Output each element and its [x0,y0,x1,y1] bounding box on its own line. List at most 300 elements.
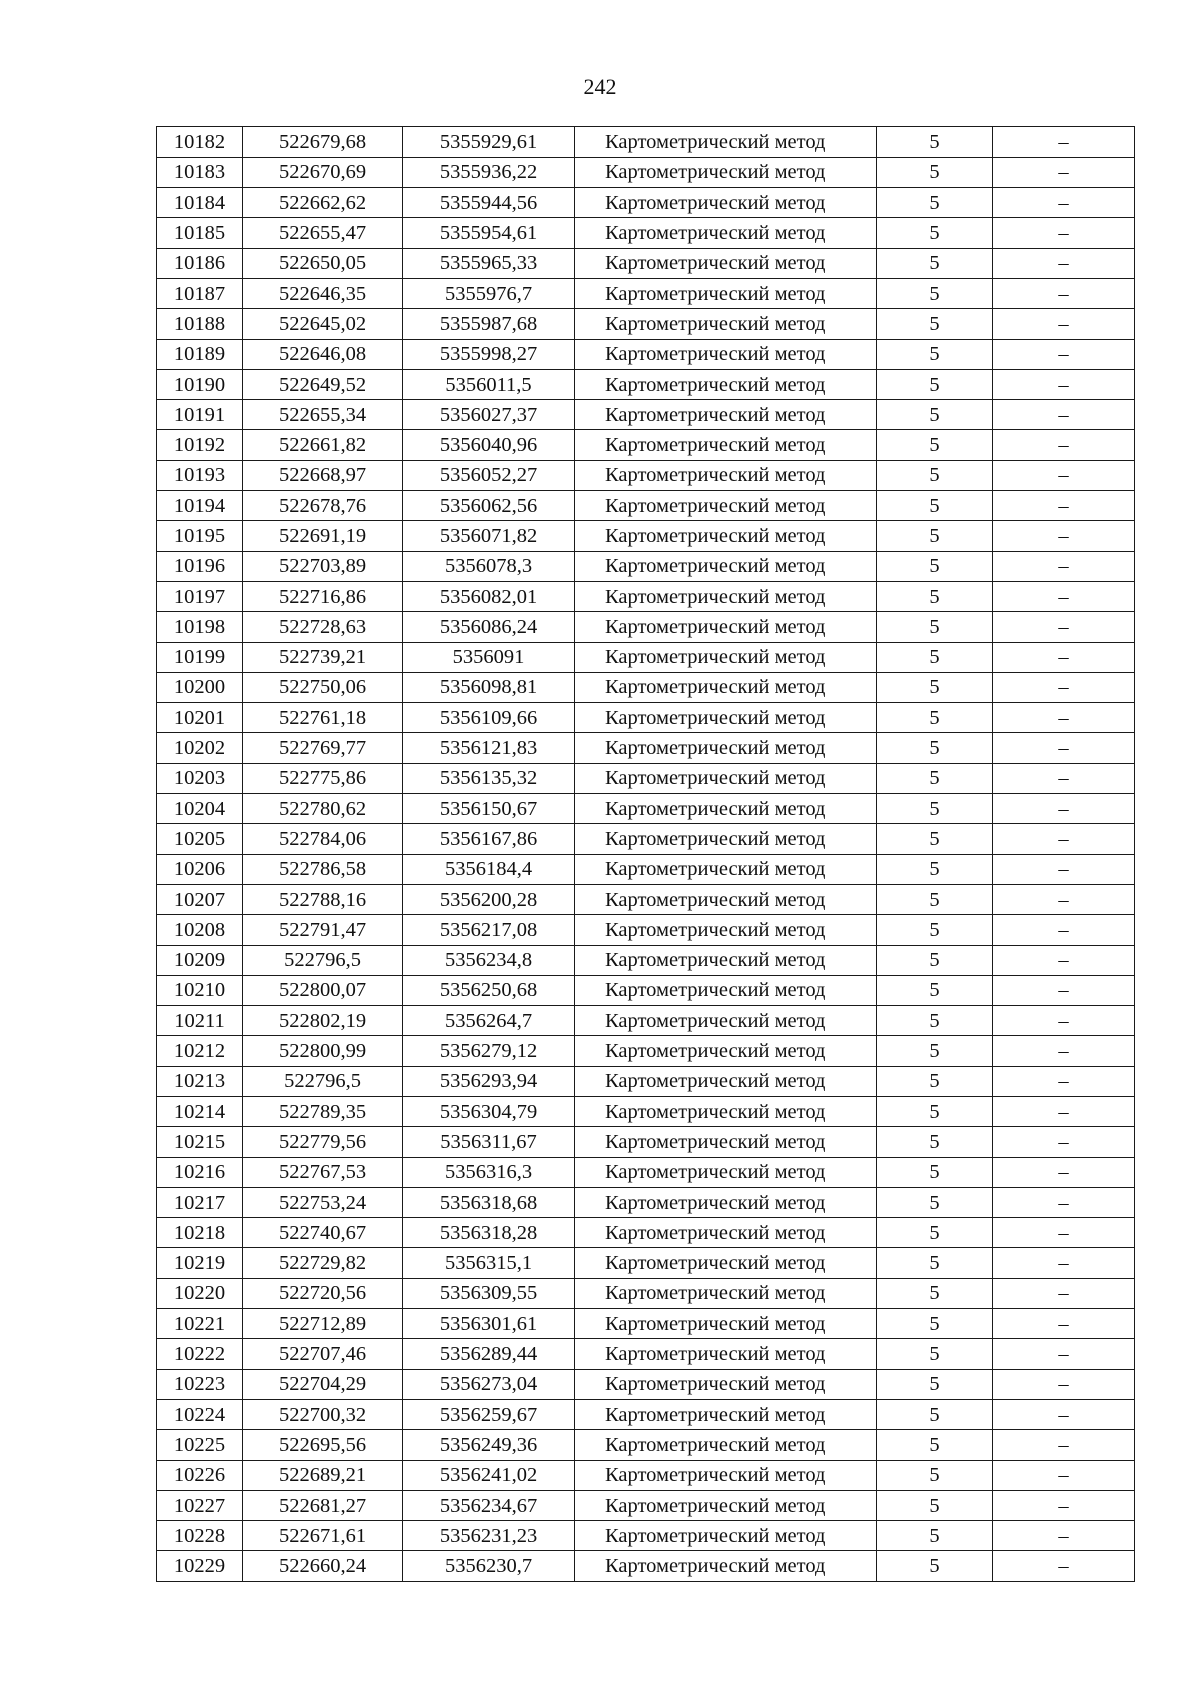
method-cell: Картометрический метод [575,551,877,581]
table-row [157,1097,1135,1127]
description-cell: – [993,1127,1135,1157]
description-cell: – [993,884,1135,914]
method-cell: Картометрический метод [575,1521,877,1551]
accuracy-cell: 5 [877,1521,993,1551]
method-cell: Картометрический метод [575,672,877,702]
accuracy-cell: 5 [877,915,993,945]
table-row [157,824,1135,854]
x-coordinate-cell: 522761,18 [243,703,403,733]
description-cell: – [993,369,1135,399]
table-row [157,1278,1135,1308]
x-coordinate-cell: 522716,86 [243,581,403,611]
table-row [157,1309,1135,1339]
y-coordinate-cell: 5356315,1 [403,1248,575,1278]
table-row [157,521,1135,551]
method-cell: Картометрический метод [575,1066,877,1096]
point-number-cell: 10221 [157,1309,243,1339]
table-row [157,642,1135,672]
description-cell: – [993,1036,1135,1066]
y-coordinate-cell: 5356184,4 [403,854,575,884]
table-row [157,157,1135,187]
point-number-cell: 10205 [157,824,243,854]
method-cell: Картометрический метод [575,1490,877,1520]
description-cell: – [993,1218,1135,1248]
x-coordinate-cell: 522668,97 [243,460,403,490]
point-number-cell: 10190 [157,369,243,399]
description-cell: – [993,733,1135,763]
point-number-cell: 10216 [157,1157,243,1187]
description-cell: – [993,248,1135,278]
accuracy-cell: 5 [877,824,993,854]
y-coordinate-cell: 5356230,7 [403,1551,575,1581]
y-coordinate-cell: 5356234,67 [403,1490,575,1520]
x-coordinate-cell: 522767,53 [243,1157,403,1187]
coordinates-table [156,126,1135,1582]
x-coordinate-cell: 522650,05 [243,248,403,278]
point-number-cell: 10183 [157,157,243,187]
x-coordinate-cell: 522786,58 [243,854,403,884]
accuracy-cell: 5 [877,460,993,490]
method-cell: Картометрический метод [575,915,877,945]
table-row [157,945,1135,975]
table-row [157,1157,1135,1187]
accuracy-cell: 5 [877,763,993,793]
y-coordinate-cell: 5355954,61 [403,218,575,248]
y-coordinate-cell: 5356121,83 [403,733,575,763]
method-cell: Картометрический метод [575,1460,877,1490]
table-row [157,1369,1135,1399]
table-row [157,278,1135,308]
description-cell: – [993,218,1135,248]
point-number-cell: 10182 [157,127,243,158]
description-cell: – [993,1097,1135,1127]
table-row [157,1399,1135,1429]
y-coordinate-cell: 5356071,82 [403,521,575,551]
accuracy-cell: 5 [877,400,993,430]
point-number-cell: 10195 [157,521,243,551]
point-number-cell: 10228 [157,1521,243,1551]
accuracy-cell: 5 [877,188,993,218]
x-coordinate-cell: 522689,21 [243,1460,403,1490]
x-coordinate-cell: 522753,24 [243,1187,403,1217]
accuracy-cell: 5 [877,1339,993,1369]
method-cell: Картометрический метод [575,1187,877,1217]
point-number-cell: 10225 [157,1430,243,1460]
x-coordinate-cell: 522802,19 [243,1006,403,1036]
table-row [157,430,1135,460]
y-coordinate-cell: 5356249,36 [403,1430,575,1460]
point-number-cell: 10208 [157,915,243,945]
table-row [157,581,1135,611]
point-number-cell: 10212 [157,1036,243,1066]
accuracy-cell: 5 [877,157,993,187]
point-number-cell: 10229 [157,1551,243,1581]
x-coordinate-cell: 522728,63 [243,612,403,642]
point-number-cell: 10222 [157,1339,243,1369]
point-number-cell: 10200 [157,672,243,702]
accuracy-cell: 5 [877,1399,993,1429]
method-cell: Картометрический метод [575,763,877,793]
y-coordinate-cell: 5356011,5 [403,369,575,399]
y-coordinate-cell: 5356279,12 [403,1036,575,1066]
y-coordinate-cell: 5356318,68 [403,1187,575,1217]
y-coordinate-cell: 5356135,32 [403,763,575,793]
y-coordinate-cell: 5355929,61 [403,127,575,158]
method-cell: Картометрический метод [575,1218,877,1248]
table-row [157,1127,1135,1157]
description-cell: – [993,824,1135,854]
y-coordinate-cell: 5356052,27 [403,460,575,490]
x-coordinate-cell: 522720,56 [243,1278,403,1308]
accuracy-cell: 5 [877,1490,993,1520]
table-row [157,1187,1135,1217]
method-cell: Картометрический метод [575,157,877,187]
point-number-cell: 10192 [157,430,243,460]
point-number-cell: 10215 [157,1127,243,1157]
x-coordinate-cell: 522784,06 [243,824,403,854]
accuracy-cell: 5 [877,521,993,551]
description-cell: – [993,794,1135,824]
description-cell: – [993,1430,1135,1460]
method-cell: Картометрический метод [575,884,877,914]
accuracy-cell: 5 [877,703,993,733]
method-cell: Картометрический метод [575,369,877,399]
description-cell: – [993,581,1135,611]
y-coordinate-cell: 5356109,66 [403,703,575,733]
y-coordinate-cell: 5355976,7 [403,278,575,308]
method-cell: Картометрический метод [575,400,877,430]
accuracy-cell: 5 [877,491,993,521]
y-coordinate-cell: 5356273,04 [403,1369,575,1399]
table-row [157,884,1135,914]
x-coordinate-cell: 522649,52 [243,369,403,399]
y-coordinate-cell: 5356078,3 [403,551,575,581]
accuracy-cell: 5 [877,733,993,763]
x-coordinate-cell: 522796,5 [243,1066,403,1096]
x-coordinate-cell: 522700,32 [243,1399,403,1429]
accuracy-cell: 5 [877,218,993,248]
description-cell: – [993,672,1135,702]
table-row [157,1036,1135,1066]
table-row [157,794,1135,824]
point-number-cell: 10213 [157,1066,243,1096]
method-cell: Картометрический метод [575,278,877,308]
x-coordinate-cell: 522691,19 [243,521,403,551]
method-cell: Картометрический метод [575,733,877,763]
method-cell: Картометрический метод [575,1036,877,1066]
accuracy-cell: 5 [877,884,993,914]
table-row [157,339,1135,369]
x-coordinate-cell: 522695,56 [243,1430,403,1460]
description-cell: – [993,278,1135,308]
method-cell: Картометрический метод [575,1309,877,1339]
point-number-cell: 10224 [157,1399,243,1429]
y-coordinate-cell: 5355936,22 [403,157,575,187]
description-cell: – [993,642,1135,672]
method-cell: Картометрический метод [575,794,877,824]
point-number-cell: 10188 [157,309,243,339]
y-coordinate-cell: 5356217,08 [403,915,575,945]
accuracy-cell: 5 [877,248,993,278]
x-coordinate-cell: 522661,82 [243,430,403,460]
method-cell: Картометрический метод [575,1369,877,1399]
method-cell: Картометрический метод [575,854,877,884]
point-number-cell: 10219 [157,1248,243,1278]
y-coordinate-cell: 5356167,86 [403,824,575,854]
table-row [157,1551,1135,1581]
description-cell: – [993,521,1135,551]
table-row [157,1521,1135,1551]
table-row [157,218,1135,248]
y-coordinate-cell: 5356027,37 [403,400,575,430]
accuracy-cell: 5 [877,1430,993,1460]
point-number-cell: 10202 [157,733,243,763]
accuracy-cell: 5 [877,1248,993,1278]
table-row [157,1066,1135,1096]
y-coordinate-cell: 5356231,23 [403,1521,575,1551]
description-cell: – [993,1460,1135,1490]
accuracy-cell: 5 [877,1066,993,1096]
x-coordinate-cell: 522704,29 [243,1369,403,1399]
y-coordinate-cell: 5356289,44 [403,1339,575,1369]
y-coordinate-cell: 5356200,28 [403,884,575,914]
table-row [157,1460,1135,1490]
accuracy-cell: 5 [877,581,993,611]
table-row [157,612,1135,642]
table-row [157,369,1135,399]
table-row [157,915,1135,945]
method-cell: Картометрический метод [575,824,877,854]
method-cell: Картометрический метод [575,1097,877,1127]
point-number-cell: 10193 [157,460,243,490]
accuracy-cell: 5 [877,1097,993,1127]
accuracy-cell: 5 [877,794,993,824]
method-cell: Картометрический метод [575,975,877,1005]
method-cell: Картометрический метод [575,1248,877,1278]
point-number-cell: 10204 [157,794,243,824]
y-coordinate-cell: 5355944,56 [403,188,575,218]
table-row [157,854,1135,884]
description-cell: – [993,1278,1135,1308]
method-cell: Картометрический метод [575,339,877,369]
x-coordinate-cell: 522681,27 [243,1490,403,1520]
description-cell: – [993,1490,1135,1520]
accuracy-cell: 5 [877,1127,993,1157]
table-row [157,672,1135,702]
point-number-cell: 10203 [157,763,243,793]
point-number-cell: 10227 [157,1490,243,1520]
x-coordinate-cell: 522646,35 [243,278,403,308]
description-cell: – [993,763,1135,793]
method-cell: Картометрический метод [575,1006,877,1036]
y-coordinate-cell: 5356082,01 [403,581,575,611]
x-coordinate-cell: 522780,62 [243,794,403,824]
description-cell: – [993,1551,1135,1581]
y-coordinate-cell: 5356316,3 [403,1157,575,1187]
description-cell: – [993,1066,1135,1096]
description-cell: – [993,975,1135,1005]
point-number-cell: 10214 [157,1097,243,1127]
accuracy-cell: 5 [877,854,993,884]
method-cell: Картометрический метод [575,581,877,611]
y-coordinate-cell: 5356293,94 [403,1066,575,1096]
table-row [157,1006,1135,1036]
point-number-cell: 10185 [157,218,243,248]
table-row [157,309,1135,339]
point-number-cell: 10186 [157,248,243,278]
table-row [157,400,1135,430]
description-cell: – [993,854,1135,884]
accuracy-cell: 5 [877,369,993,399]
point-number-cell: 10223 [157,1369,243,1399]
x-coordinate-cell: 522800,99 [243,1036,403,1066]
point-number-cell: 10187 [157,278,243,308]
x-coordinate-cell: 522678,76 [243,491,403,521]
accuracy-cell: 5 [877,1309,993,1339]
accuracy-cell: 5 [877,1278,993,1308]
method-cell: Картометрический метод [575,309,877,339]
accuracy-cell: 5 [877,975,993,1005]
description-cell: – [993,1369,1135,1399]
method-cell: Картометрический метод [575,248,877,278]
table-row [157,763,1135,793]
point-number-cell: 10218 [157,1218,243,1248]
x-coordinate-cell: 522655,34 [243,400,403,430]
table-row [157,127,1135,158]
point-number-cell: 10199 [157,642,243,672]
accuracy-cell: 5 [877,1369,993,1399]
x-coordinate-cell: 522712,89 [243,1309,403,1339]
y-coordinate-cell: 5356241,02 [403,1460,575,1490]
point-number-cell: 10189 [157,339,243,369]
method-cell: Картометрический метод [575,945,877,975]
x-coordinate-cell: 522740,67 [243,1218,403,1248]
y-coordinate-cell: 5356264,7 [403,1006,575,1036]
method-cell: Картометрический метод [575,1278,877,1308]
accuracy-cell: 5 [877,1187,993,1217]
table-row [157,248,1135,278]
y-coordinate-cell: 5355965,33 [403,248,575,278]
y-coordinate-cell: 5355987,68 [403,309,575,339]
table-row [157,1490,1135,1520]
table-row [157,703,1135,733]
x-coordinate-cell: 522660,24 [243,1551,403,1581]
accuracy-cell: 5 [877,612,993,642]
x-coordinate-cell: 522769,77 [243,733,403,763]
description-cell: – [993,703,1135,733]
y-coordinate-cell: 5356091 [403,642,575,672]
description-cell: – [993,157,1135,187]
table-row [157,1339,1135,1369]
x-coordinate-cell: 522729,82 [243,1248,403,1278]
point-number-cell: 10201 [157,703,243,733]
accuracy-cell: 5 [877,672,993,702]
description-cell: – [993,1157,1135,1187]
table-row [157,551,1135,581]
x-coordinate-cell: 522645,02 [243,309,403,339]
accuracy-cell: 5 [877,1460,993,1490]
description-cell: – [993,551,1135,581]
description-cell: – [993,945,1135,975]
table-row [157,733,1135,763]
point-number-cell: 10197 [157,581,243,611]
y-coordinate-cell: 5356309,55 [403,1278,575,1308]
point-number-cell: 10217 [157,1187,243,1217]
method-cell: Картометрический метод [575,1430,877,1460]
method-cell: Картометрический метод [575,703,877,733]
y-coordinate-cell: 5356234,8 [403,945,575,975]
method-cell: Картометрический метод [575,1157,877,1187]
description-cell: – [993,915,1135,945]
accuracy-cell: 5 [877,642,993,672]
accuracy-cell: 5 [877,430,993,460]
description-cell: – [993,1339,1135,1369]
description-cell: – [993,491,1135,521]
point-number-cell: 10191 [157,400,243,430]
description-cell: – [993,1187,1135,1217]
x-coordinate-cell: 522788,16 [243,884,403,914]
y-coordinate-cell: 5356086,24 [403,612,575,642]
method-cell: Картометрический метод [575,430,877,460]
x-coordinate-cell: 522791,47 [243,915,403,945]
page-number: 242 [583,74,617,99]
y-coordinate-cell: 5356304,79 [403,1097,575,1127]
description-cell: – [993,188,1135,218]
point-number-cell: 10226 [157,1460,243,1490]
point-number-cell: 10206 [157,854,243,884]
description-cell: – [993,1309,1135,1339]
method-cell: Картометрический метод [575,460,877,490]
accuracy-cell: 5 [877,1006,993,1036]
x-coordinate-cell: 522671,61 [243,1521,403,1551]
coordinates-table-body [157,127,1135,1582]
y-coordinate-cell: 5356250,68 [403,975,575,1005]
description-cell: – [993,430,1135,460]
point-number-cell: 10220 [157,1278,243,1308]
table-row [157,491,1135,521]
accuracy-cell: 5 [877,1218,993,1248]
table-row [157,975,1135,1005]
method-cell: Картометрический метод [575,521,877,551]
y-coordinate-cell: 5356301,61 [403,1309,575,1339]
x-coordinate-cell: 522646,08 [243,339,403,369]
y-coordinate-cell: 5355998,27 [403,339,575,369]
x-coordinate-cell: 522703,89 [243,551,403,581]
description-cell: – [993,339,1135,369]
point-number-cell: 10194 [157,491,243,521]
x-coordinate-cell: 522739,21 [243,642,403,672]
accuracy-cell: 5 [877,1036,993,1066]
accuracy-cell: 5 [877,339,993,369]
method-cell: Картометрический метод [575,1551,877,1581]
x-coordinate-cell: 522796,5 [243,945,403,975]
x-coordinate-cell: 522662,62 [243,188,403,218]
method-cell: Картометрический метод [575,612,877,642]
description-cell: – [993,400,1135,430]
x-coordinate-cell: 522750,06 [243,672,403,702]
y-coordinate-cell: 5356062,56 [403,491,575,521]
y-coordinate-cell: 5356318,28 [403,1218,575,1248]
x-coordinate-cell: 522670,69 [243,157,403,187]
y-coordinate-cell: 5356150,67 [403,794,575,824]
description-cell: – [993,127,1135,158]
method-cell: Картометрический метод [575,218,877,248]
point-number-cell: 10196 [157,551,243,581]
description-cell: – [993,1006,1135,1036]
point-number-cell: 10209 [157,945,243,975]
method-cell: Картометрический метод [575,491,877,521]
accuracy-cell: 5 [877,945,993,975]
